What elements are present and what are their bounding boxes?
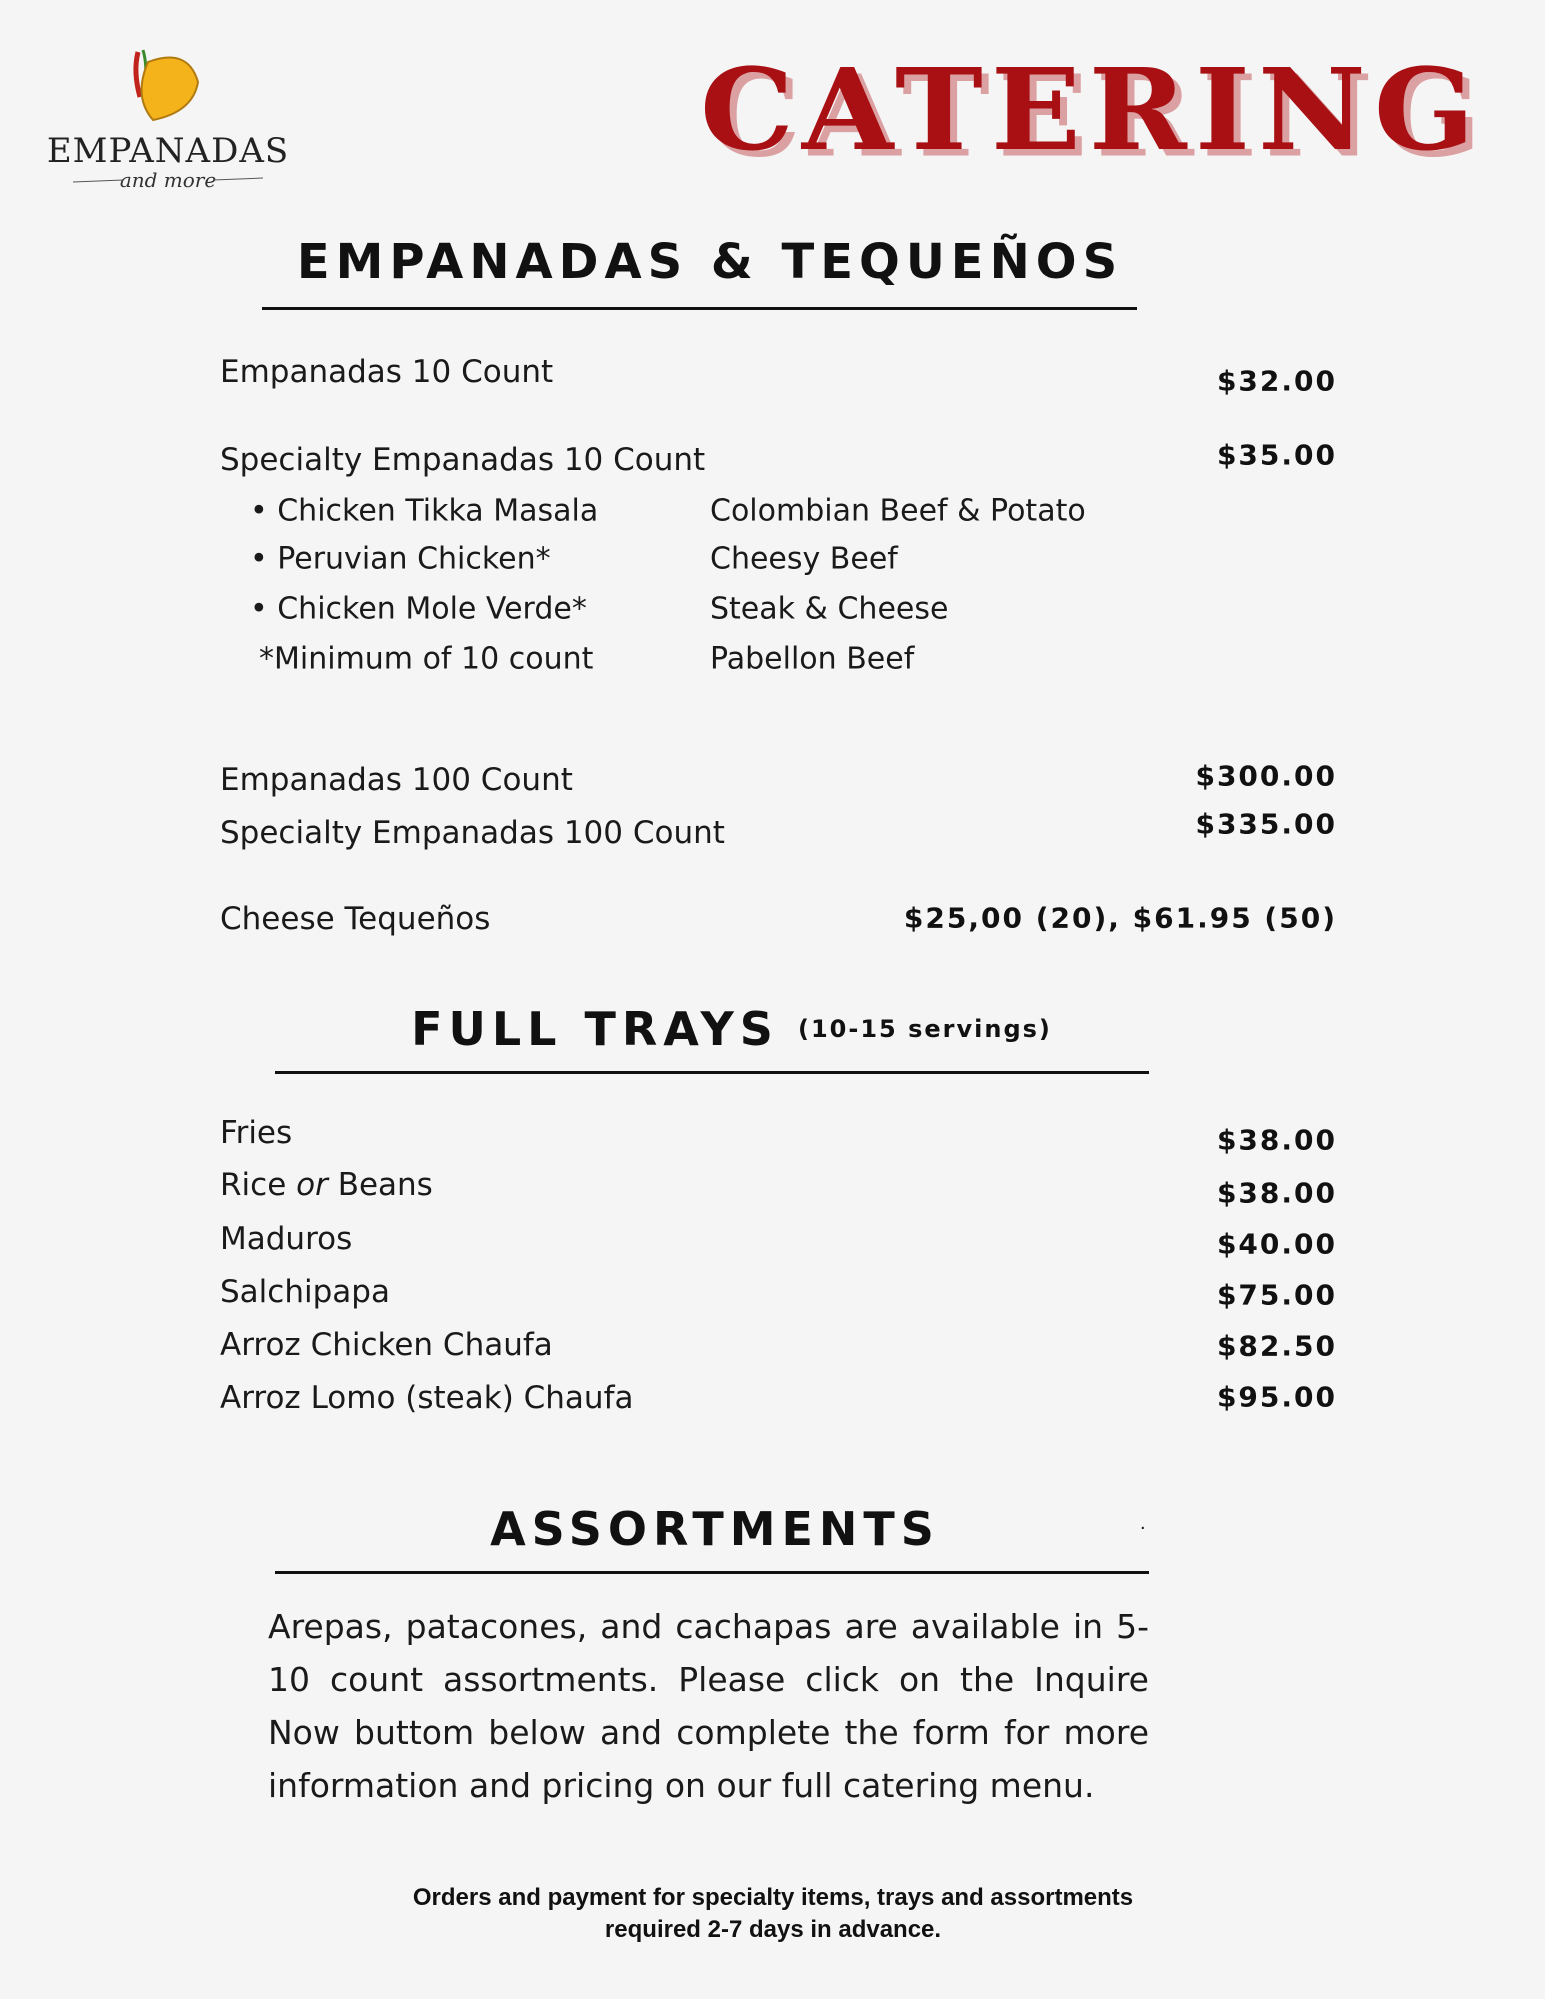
svg-text:and more: and more (119, 168, 217, 192)
divider (262, 307, 1137, 310)
item-price: $300.00 (1195, 759, 1337, 793)
servings-note: (10-15 servings) (798, 1015, 1052, 1043)
specialty-flavor: • Chicken Tikka Masala (250, 493, 599, 529)
footer-note: Orders and payment for specialty items, trays and assortments (412, 1884, 1134, 1911)
empanada-logo-icon (48, 42, 288, 192)
section-heading-trays: FULL TRAYS (411, 1002, 779, 1056)
item-name: Empanadas 100 Count (220, 762, 573, 798)
item-price: $38.00 (1216, 1123, 1337, 1157)
item-name: Empanadas 10 Count (220, 354, 554, 390)
item-name: Salchipapa (220, 1274, 390, 1310)
item-name: Specialty Empanadas 100 Count (220, 815, 725, 851)
stray-dot: . (1140, 1512, 1146, 1534)
item-name: Specialty Empanadas 10 Count (220, 442, 706, 478)
footer-note: required 2-7 days in advance. (604, 1916, 942, 1943)
item-price: $335.00 (1195, 807, 1337, 841)
logo (48, 42, 288, 192)
item-price: $40.00 (1216, 1227, 1337, 1261)
specialty-flavor: • Peruvian Chicken* (250, 541, 551, 577)
page-title: CATERING (700, 43, 1483, 176)
assortments-description: Arepas, patacones, and cachapas are available in 5-10 count assortments. Please click on the Inquire Now buttom below and complete the form for more information and pricing on our full catering menu. (268, 1607, 1149, 1805)
item-name: Rice or Beans (220, 1167, 433, 1203)
item-price: $25,00 (20), $61.95 (50) (903, 901, 1337, 935)
specialty-flavor: Steak & Cheese (710, 591, 949, 627)
item-name: Fries (220, 1115, 293, 1151)
item-price: $35.00 (1216, 438, 1337, 472)
item-name: Arroz Chicken Chaufa (220, 1327, 553, 1363)
svg-text:EMPANADAS: EMPANADAS (48, 131, 288, 171)
divider (275, 1071, 1149, 1074)
specialty-flavor: • Chicken Mole Verde* (250, 591, 587, 627)
divider (275, 1571, 1149, 1574)
item-price: $75.00 (1216, 1278, 1337, 1312)
item-name: Maduros (220, 1221, 353, 1257)
section-heading-empanadas: EMPANADAS & TEQUEÑOS (296, 234, 1124, 290)
item-name: Arroz Lomo (steak) Chaufa (220, 1380, 634, 1416)
item-price: $38.00 (1216, 1176, 1337, 1210)
item-name: Cheese Tequeños (220, 901, 491, 937)
item-price: $82.50 (1216, 1329, 1337, 1363)
item-price: $95.00 (1216, 1380, 1337, 1414)
specialty-flavor: Colombian Beef & Potato (710, 493, 1086, 529)
specialty-flavor: Cheesy Beef (710, 541, 898, 577)
specialty-note: *Minimum of 10 count (259, 641, 594, 677)
specialty-flavor: Pabellon Beef (710, 641, 915, 677)
item-price: $32.00 (1216, 364, 1337, 398)
section-heading-assortments: ASSORTMENTS (490, 1502, 940, 1556)
